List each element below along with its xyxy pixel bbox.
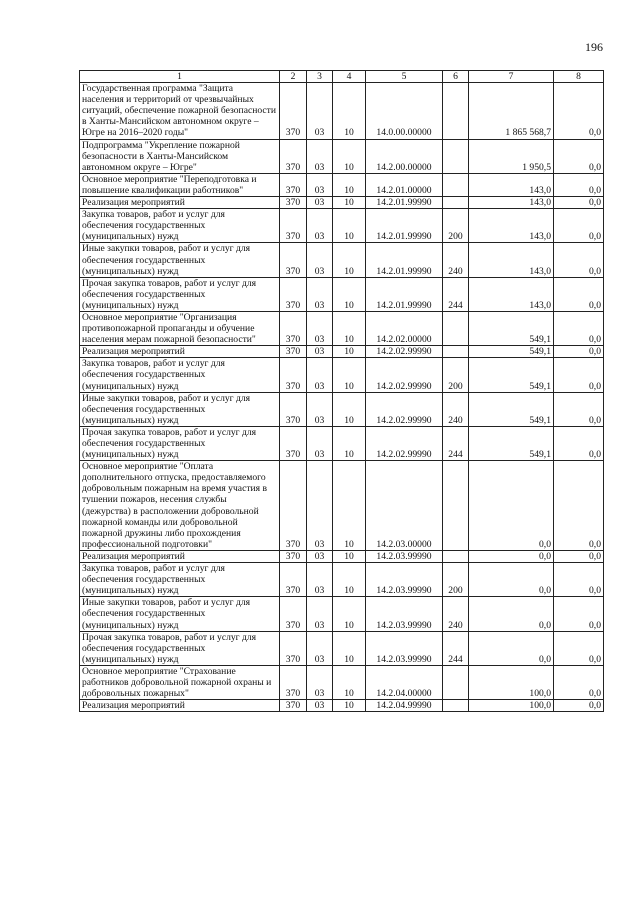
- header-col-3: 3: [307, 71, 333, 83]
- header-row: [80, 71, 604, 83]
- cell-target-article: 14.2.02.99990: [366, 426, 443, 460]
- table-row: [80, 346, 604, 358]
- cell-subsection: 10: [333, 597, 366, 631]
- cell-name: Реализация мероприятий: [80, 346, 280, 358]
- cell-name: Иные закупки товаров, работ и услуг для обеспечения государственных (муниципальных) нужд: [80, 243, 280, 277]
- cell-admin-code: 370: [280, 197, 307, 209]
- cell-name: Основное мероприятие "Организация противопожарной пропаганды и обучение населения мерам пожарной безопасности": [80, 311, 280, 345]
- cell-section: 03: [307, 461, 333, 551]
- cell-admin-code: 370: [280, 631, 307, 665]
- cell-amount-federal: 0,0: [554, 209, 604, 243]
- cell-expense-type: [443, 311, 469, 345]
- table-row: [80, 665, 604, 699]
- cell-expense-type: [443, 173, 469, 196]
- table-row: [80, 311, 604, 345]
- header-col-1: 1: [80, 71, 280, 83]
- cell-section: 03: [307, 700, 333, 712]
- cell-subsection: 10: [333, 83, 366, 139]
- cell-amount-federal: 0,0: [554, 358, 604, 392]
- cell-admin-code: 370: [280, 563, 307, 597]
- cell-subsection: 10: [333, 173, 366, 196]
- cell-expense-type: [443, 139, 469, 173]
- header-col-2: 2: [280, 71, 307, 83]
- cell-expense-type: 244: [443, 426, 469, 460]
- cell-name: Основное мероприятие "Оплата дополнительного отпуска, предоставляемого добровольным пожарным на время участия в тушении пожаров, несения службы (дежурства) в расположении добровольной пожарной команды или добровольной пожарной дружины либо прохождения профессиональной подготовки": [80, 461, 280, 551]
- cell-target-article: 14.2.03.99990: [366, 631, 443, 665]
- cell-amount-federal: 0,0: [554, 631, 604, 665]
- table-row: [80, 83, 604, 139]
- cell-amount: 143,0: [469, 197, 554, 209]
- cell-name: Основное мероприятие "Страхование работников добровольной пожарной охраны и добровольных пожарных": [80, 665, 280, 699]
- table-row: [80, 631, 604, 665]
- cell-subsection: 10: [333, 550, 366, 562]
- cell-expense-type: [443, 346, 469, 358]
- cell-amount: 143,0: [469, 173, 554, 196]
- cell-target-article: 14.2.03.99990: [366, 597, 443, 631]
- cell-admin-code: 370: [280, 277, 307, 311]
- cell-name: Прочая закупка товаров, работ и услуг для обеспечения государственных (муниципальных) нужд: [80, 631, 280, 665]
- table-row: [80, 277, 604, 311]
- cell-name: Основное мероприятие "Переподготовка и повышение квалификации работников": [80, 173, 280, 196]
- header-col-6: 6: [443, 71, 469, 83]
- cell-amount: 549,1: [469, 311, 554, 345]
- cell-amount: 1 865 568,7: [469, 83, 554, 139]
- cell-subsection: 10: [333, 346, 366, 358]
- cell-admin-code: 370: [280, 209, 307, 243]
- cell-expense-type: 240: [443, 392, 469, 426]
- cell-section: 03: [307, 243, 333, 277]
- cell-target-article: 14.0.00.00000: [366, 83, 443, 139]
- cell-section: 03: [307, 209, 333, 243]
- cell-amount-federal: 0,0: [554, 665, 604, 699]
- cell-expense-type: 200: [443, 563, 469, 597]
- cell-amount: 1 950,5: [469, 139, 554, 173]
- cell-amount: 0,0: [469, 631, 554, 665]
- cell-admin-code: 370: [280, 243, 307, 277]
- cell-section: 03: [307, 277, 333, 311]
- cell-amount: 549,1: [469, 346, 554, 358]
- cell-subsection: 10: [333, 311, 366, 345]
- cell-name: Подпрограмма "Укрепление пожарной безопасности в Ханты-Мансийском автономном округе – Югре": [80, 139, 280, 173]
- header-col-8: 8: [554, 71, 604, 83]
- cell-name: Закупка товаров, работ и услуг для обеспечения государственных (муниципальных) нужд: [80, 563, 280, 597]
- header-col-4: 4: [333, 71, 366, 83]
- cell-amount-federal: 0,0: [554, 550, 604, 562]
- cell-amount: 0,0: [469, 550, 554, 562]
- cell-section: 03: [307, 358, 333, 392]
- cell-target-article: 14.2.02.00000: [366, 311, 443, 345]
- cell-admin-code: 370: [280, 173, 307, 196]
- cell-expense-type: 244: [443, 277, 469, 311]
- cell-subsection: 10: [333, 426, 366, 460]
- cell-admin-code: 370: [280, 358, 307, 392]
- cell-target-article: 14.2.00.00000: [366, 139, 443, 173]
- cell-amount: 100,0: [469, 665, 554, 699]
- cell-target-article: 14.2.01.99990: [366, 209, 443, 243]
- cell-name: Закупка товаров, работ и услуг для обеспечения государственных (муниципальных) нужд: [80, 358, 280, 392]
- table-header: [80, 71, 604, 83]
- table-row: [80, 597, 604, 631]
- cell-target-article: 14.2.01.99990: [366, 277, 443, 311]
- cell-amount-federal: 0,0: [554, 461, 604, 551]
- cell-admin-code: 370: [280, 597, 307, 631]
- cell-target-article: 14.2.01.99990: [366, 243, 443, 277]
- cell-amount-federal: 0,0: [554, 243, 604, 277]
- cell-name: Иные закупки товаров, работ и услуг для обеспечения государственных (муниципальных) нужд: [80, 597, 280, 631]
- cell-admin-code: 370: [280, 83, 307, 139]
- cell-section: 03: [307, 139, 333, 173]
- table-row: [80, 392, 604, 426]
- cell-expense-type: 240: [443, 597, 469, 631]
- cell-amount: 549,1: [469, 392, 554, 426]
- cell-target-article: 14.2.03.00000: [366, 461, 443, 551]
- cell-name: Реализация мероприятий: [80, 197, 280, 209]
- cell-name: Закупка товаров, работ и услуг для обеспечения государственных (муниципальных) нужд: [80, 209, 280, 243]
- cell-target-article: 14.2.03.99990: [366, 563, 443, 597]
- cell-amount-federal: 0,0: [554, 563, 604, 597]
- cell-amount: 100,0: [469, 700, 554, 712]
- cell-target-article: 14.2.04.00000: [366, 665, 443, 699]
- cell-section: 03: [307, 197, 333, 209]
- cell-admin-code: 370: [280, 139, 307, 173]
- table-row: [80, 563, 604, 597]
- cell-amount-federal: 0,0: [554, 197, 604, 209]
- cell-amount: 0,0: [469, 597, 554, 631]
- table-row: [80, 358, 604, 392]
- cell-amount: 143,0: [469, 209, 554, 243]
- cell-name: Государственная программа "Защита населения и территорий от чрезвычайных ситуаций, обеспечение пожарной безопасности в Ханты-Мансийском автономном округе – Югре на 2016–2020 годы": [80, 83, 280, 139]
- cell-amount-federal: 0,0: [554, 700, 604, 712]
- table-row: [80, 173, 604, 196]
- cell-subsection: 10: [333, 461, 366, 551]
- table-row: [80, 426, 604, 460]
- cell-expense-type: 200: [443, 358, 469, 392]
- cell-section: 03: [307, 631, 333, 665]
- table-row: [80, 550, 604, 562]
- cell-section: 03: [307, 311, 333, 345]
- table-row: [80, 461, 604, 551]
- table-row: [80, 139, 604, 173]
- cell-subsection: 10: [333, 392, 366, 426]
- table-body: [80, 83, 604, 712]
- cell-admin-code: 370: [280, 346, 307, 358]
- cell-amount: 143,0: [469, 277, 554, 311]
- cell-subsection: 10: [333, 631, 366, 665]
- cell-admin-code: 370: [280, 392, 307, 426]
- cell-subsection: 10: [333, 665, 366, 699]
- cell-admin-code: 370: [280, 426, 307, 460]
- cell-name: Реализация мероприятий: [80, 700, 280, 712]
- cell-admin-code: 370: [280, 461, 307, 551]
- cell-section: 03: [307, 563, 333, 597]
- cell-section: 03: [307, 83, 333, 139]
- cell-expense-type: 240: [443, 243, 469, 277]
- cell-subsection: 10: [333, 197, 366, 209]
- cell-target-article: 14.2.04.99990: [366, 700, 443, 712]
- cell-section: 03: [307, 346, 333, 358]
- budget-table: [79, 70, 604, 712]
- cell-amount-federal: 0,0: [554, 426, 604, 460]
- cell-expense-type: 244: [443, 631, 469, 665]
- cell-subsection: 10: [333, 563, 366, 597]
- cell-amount-federal: 0,0: [554, 392, 604, 426]
- cell-target-article: 14.2.02.99990: [366, 392, 443, 426]
- cell-target-article: 14.2.01.00000: [366, 173, 443, 196]
- cell-name: Прочая закупка товаров, работ и услуг для обеспечения государственных (муниципальных) нужд: [80, 277, 280, 311]
- header-col-5: 5: [366, 71, 443, 83]
- cell-amount: 549,1: [469, 426, 554, 460]
- cell-subsection: 10: [333, 358, 366, 392]
- cell-amount: 0,0: [469, 461, 554, 551]
- cell-name: Прочая закупка товаров, работ и услуг для обеспечения государственных (муниципальных) нужд: [80, 426, 280, 460]
- cell-amount-federal: 0,0: [554, 139, 604, 173]
- cell-expense-type: [443, 550, 469, 562]
- cell-expense-type: [443, 83, 469, 139]
- cell-expense-type: [443, 665, 469, 699]
- table-row: [80, 209, 604, 243]
- cell-expense-type: [443, 700, 469, 712]
- table-row: [80, 197, 604, 209]
- cell-amount: 0,0: [469, 563, 554, 597]
- cell-amount: 549,1: [469, 358, 554, 392]
- cell-admin-code: 370: [280, 665, 307, 699]
- table-row: [80, 243, 604, 277]
- cell-amount-federal: 0,0: [554, 597, 604, 631]
- cell-amount-federal: 0,0: [554, 311, 604, 345]
- cell-subsection: 10: [333, 700, 366, 712]
- cell-target-article: 14.2.02.99990: [366, 358, 443, 392]
- cell-section: 03: [307, 665, 333, 699]
- header-col-7: 7: [469, 71, 554, 83]
- cell-amount-federal: 0,0: [554, 346, 604, 358]
- cell-section: 03: [307, 426, 333, 460]
- cell-section: 03: [307, 550, 333, 562]
- cell-target-article: 14.2.03.99990: [366, 550, 443, 562]
- cell-expense-type: [443, 461, 469, 551]
- cell-subsection: 10: [333, 209, 366, 243]
- cell-expense-type: [443, 197, 469, 209]
- cell-name: Реализация мероприятий: [80, 550, 280, 562]
- cell-expense-type: 200: [443, 209, 469, 243]
- cell-name: Иные закупки товаров, работ и услуг для обеспечения государственных (муниципальных) нужд: [80, 392, 280, 426]
- cell-subsection: 10: [333, 243, 366, 277]
- cell-amount-federal: 0,0: [554, 83, 604, 139]
- cell-amount-federal: 0,0: [554, 173, 604, 196]
- cell-admin-code: 370: [280, 700, 307, 712]
- cell-subsection: 10: [333, 139, 366, 173]
- cell-amount: 143,0: [469, 243, 554, 277]
- cell-admin-code: 370: [280, 550, 307, 562]
- cell-subsection: 10: [333, 277, 366, 311]
- table-row: [80, 700, 604, 712]
- cell-section: 03: [307, 173, 333, 196]
- cell-admin-code: 370: [280, 311, 307, 345]
- cell-amount-federal: 0,0: [554, 277, 604, 311]
- page-number: 196: [585, 40, 603, 54]
- cell-target-article: 14.2.01.99990: [366, 197, 443, 209]
- cell-target-article: 14.2.02.99990: [366, 346, 443, 358]
- cell-section: 03: [307, 597, 333, 631]
- cell-section: 03: [307, 392, 333, 426]
